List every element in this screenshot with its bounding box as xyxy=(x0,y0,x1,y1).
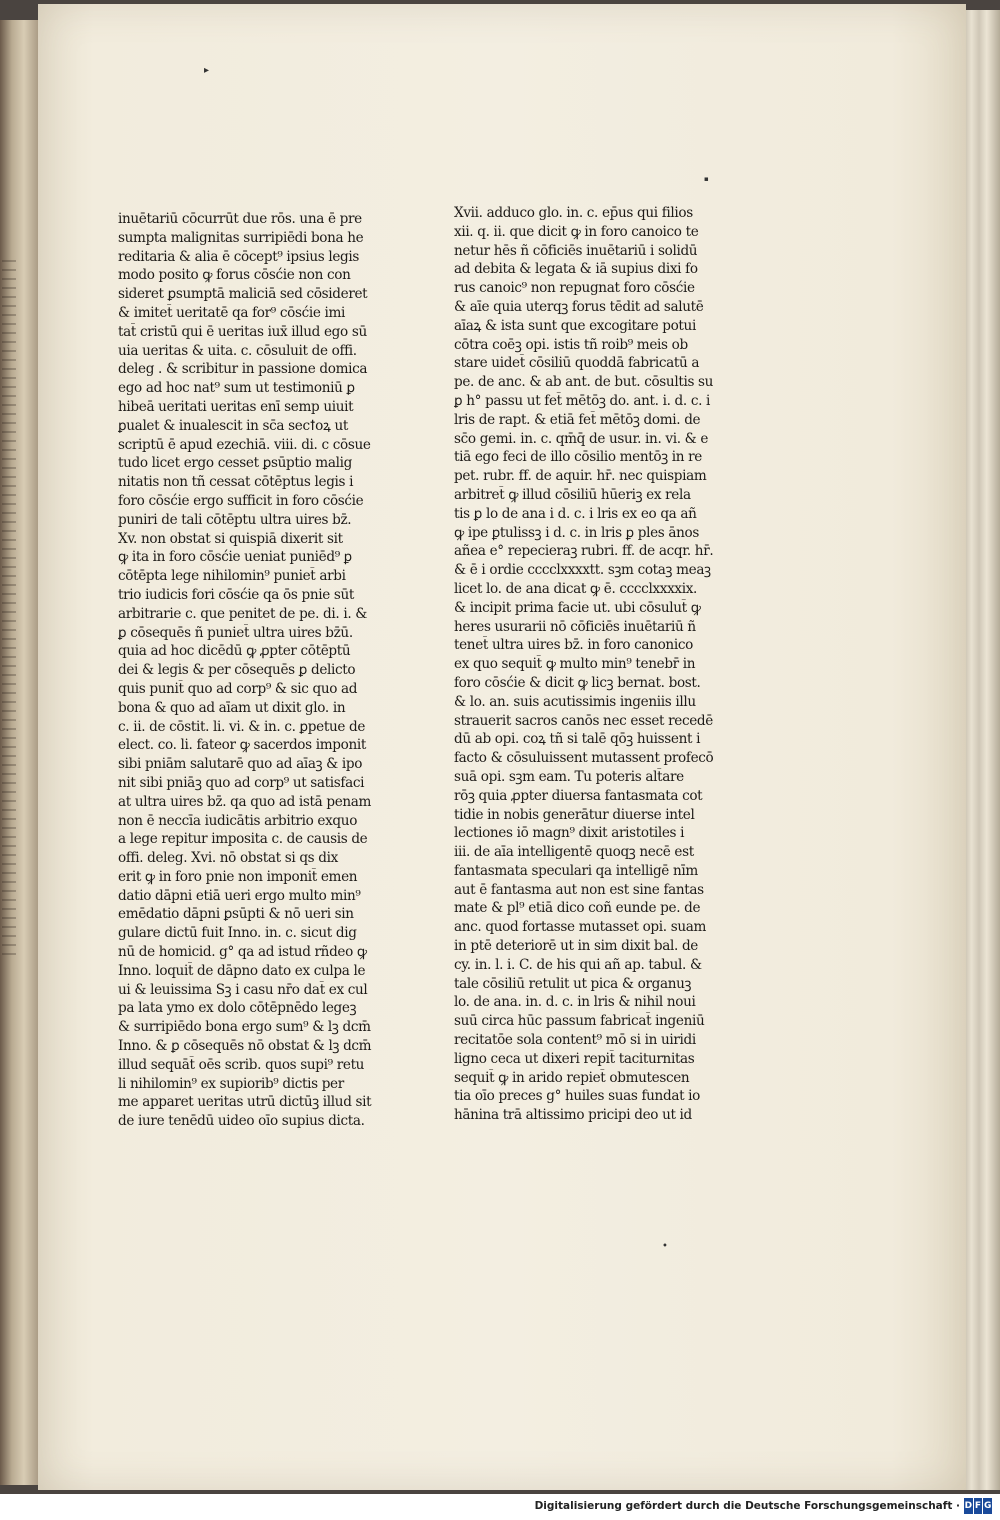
text-line: emēdatio dāpni ꝑsūpti & nō ueri sin xyxy=(118,906,354,923)
text-column-left xyxy=(118,210,408,1131)
text-line: me apparet ueritas utrū dictūꝫ illud sit xyxy=(118,1094,372,1111)
text-line: dū ab opi. coꝝ tñ si talē qōꝫ huissent i xyxy=(454,731,701,748)
text-line: quia ad hoc dicēdū ꝙ ꝓpter cōtēptū xyxy=(118,643,351,660)
text-line: & aīe quia uterqꝫ forus tēdit ad salutē xyxy=(454,298,704,315)
text-line: quis punit̄ quo ad corp⁹ & sic quo ad xyxy=(118,680,358,697)
text-line: ꝙ ipe ꝑtulissꝫ i d. c. in lris ꝑ ples ānos xyxy=(454,524,700,541)
text-line: arbitrarie c. que penitet de pe. di. i. & xyxy=(118,605,368,622)
text-line: mate & pl⁹ etiā dico coñ eunde pe. de xyxy=(454,900,701,917)
text-line: ꝑ cōsequēs ñ puniet̄ ultra uires bz̄ū. xyxy=(118,624,353,641)
text-line: Inno. & ꝑ cōsequēs nō obstat & lꝫ dcm̄ xyxy=(118,1038,372,1055)
text-line: datio dāpni etiā ueri ergo multo min⁹ xyxy=(118,887,361,904)
text-line: lris de rapt. & etiā fet̄ mētōꝫ domi. de xyxy=(454,411,701,428)
text-line: puniri de tali cōtēptu ultra uires bz̄. xyxy=(118,511,352,528)
text-line: modo posito ꝙ forus cōsćie non con xyxy=(118,267,351,284)
footer-credit: Digitalisierung gefördert durch die Deutsche Forschungsgemeinschaft · xyxy=(534,1500,960,1512)
text-line: tis ꝑ lo de ana i d. c. i lris ex eo qa añ xyxy=(454,505,697,522)
text-line: stare uidet̄ cōsiliū quoddā fabricatū a xyxy=(454,355,700,372)
text-line: tale cōsiliū retulit ut pica & organuꝫ xyxy=(454,975,692,992)
text-line: sibi pniām salutarē quo ad aīaꝫ & ipo xyxy=(118,756,363,773)
text-line: li nihilomin⁹ ex supiorib⁹ dictis per xyxy=(118,1075,344,1092)
text-line: sc̄o gemi. in. c. qm̄q̄ de usur. in. vi. & e xyxy=(454,430,709,447)
text-line: & ē i ordie cccclxxxxtt. sꝫm cotaꝫ meaꝫ xyxy=(454,562,711,579)
text-column-right xyxy=(454,204,754,1125)
text-line: strauerit sacros canōs nec esset recedē xyxy=(454,712,713,729)
digitization-footer xyxy=(0,1494,1000,1520)
page-mark-top-right: ▪ xyxy=(704,175,709,183)
text-line: ego ad hoc nat⁹ sum ut testimoniū ꝑ xyxy=(118,380,355,397)
text-line: cy. in. l. i. C. de his qui añ ap. tabul. & xyxy=(454,956,702,973)
text-line: nū de homicid. g° qa ad istud rñdeo ꝙ xyxy=(118,944,367,961)
text-line: c. ii. de cōstit. li. vi. & in. c. ꝑpetue de xyxy=(118,718,366,735)
page-mark-bottom: • xyxy=(662,1241,668,1252)
text-line: Xvii. adduco glo. in. c. ep̄us qui filios xyxy=(454,205,693,221)
text-line: ꝙ ita in foro cōsćie ueniat puniēd⁹ ꝑ xyxy=(118,549,352,566)
text-line: facto & cōsuluissent mutassent profecō xyxy=(454,750,714,767)
right-page-stack xyxy=(962,10,1000,1490)
text-line: hibeā ueritati ueritas enī semp uiuit xyxy=(118,398,354,415)
text-line: sequit̄ ꝙ in arido repiet̄ obmutescen xyxy=(454,1069,690,1086)
dfg-logo xyxy=(964,1498,992,1514)
text-line: non ē neccīa iudicātis arbitrio exquo xyxy=(118,812,358,829)
text-line: aīaꝝ & ista sunt que excogitare potui xyxy=(454,317,696,334)
text-line: arbitret̄ ꝙ illud cōsiliū hūeriꝫ ex rela xyxy=(454,486,691,503)
text-line: dei & legis & per cōsequēs ꝑ delicto xyxy=(118,662,356,679)
text-line: tidie in nobis generātur diuerse intel xyxy=(454,806,695,823)
text-line: nit sibi pniāꝫ quo ad corp⁹ ut satisfaci xyxy=(118,774,365,791)
text-line: nitatis non tñ cessat cōtēptus legis i xyxy=(118,474,354,491)
text-line: foro cōsćie & dicit ꝙ licꝫ bernat. bost. xyxy=(454,674,701,691)
text-line: rus canoic⁹ non repugnat foro cōsćie xyxy=(454,280,695,297)
text-line: fantasmata speculari qa intelligē nīm xyxy=(454,862,698,879)
text-line: a lege repitur imposita c. de causis de xyxy=(118,831,368,848)
text-line: Inno. loquit̄ de dāpno dato ex culpa le xyxy=(118,962,366,979)
text-line: at ultra uires bz̄. qa quo ad istā penam xyxy=(118,793,372,810)
text-line: rōꝫ quia ꝓpter diuersa fantasmata cot xyxy=(454,787,703,804)
text-line: pa lata ymo ex dolo cōtēpnēdo legeꝫ xyxy=(118,1000,357,1017)
text-line: sumpta malignitas surripiēdi bona he xyxy=(118,229,364,246)
text-line: netur hēs ñ cōficiēs inuētariū i solidū xyxy=(454,242,698,259)
dfg-logo-letter: D xyxy=(964,1498,973,1514)
text-line: ex quo sequit̄ ꝙ multo min⁹ tenebr̄ in xyxy=(454,656,696,673)
text-line: de iure tenēdū uideo oīo supius dicta. xyxy=(118,1113,365,1130)
text-line: lo. de ana. in. d. c. in lris & nihil noui xyxy=(454,994,696,1011)
text-line: suū circa hūc passum fabricat̄ ingeniū xyxy=(454,1013,705,1030)
text-line: tat̄ cristū qui ē ueritas iux̄ illud ego sū xyxy=(118,323,367,340)
text-line: anc. quod fortasse mutasset opi. suam xyxy=(454,919,707,936)
text-line: añea e° repecieraꝫ rubri. ff. de acqr. hr̄. xyxy=(454,543,714,560)
text-line: lectiones iō magn⁹ dixit aristotiles i xyxy=(454,825,685,842)
text-line: heres usurarii nō cōficiēs inuētariū ñ xyxy=(454,618,696,635)
text-line: inuētariū cōcurrūt due rōs. una ē pre xyxy=(118,211,362,227)
text-line: elect. co. li. fateor ꝙ sacerdos imponit xyxy=(118,737,366,754)
text-line: iii. de aīa intelligentē quoqꝫ necē est xyxy=(454,844,694,861)
text-line: hānina trā altissimo pricipi deo ut id xyxy=(454,1107,692,1124)
dfg-logo-letter: G xyxy=(983,1498,992,1514)
page-mark-top-left: ▸ xyxy=(204,65,210,76)
text-line: tia oīo preces g° huiles suas fundat io xyxy=(454,1088,700,1105)
text-line: & lo. an. suis acutissimis ingeniis illu xyxy=(454,693,696,710)
text-line: recitatōe sola content⁹ mō si in uiridi xyxy=(454,1032,696,1049)
text-line: xii. q. ii. que dicit ꝙ in foro canoico te xyxy=(454,223,699,240)
text-line: trio iudicis fori cōsćie qa ōs pnie sūt xyxy=(118,586,355,603)
text-line: ꝑualet & inualescit in sc̄a secꝉoꝝ ut xyxy=(118,417,349,434)
text-line: licet lo. de ana dicat ꝙ ē. cccclxxxxix. xyxy=(454,580,697,597)
text-line: erit ꝙ in foro pnie non imponit̄ emen xyxy=(118,868,358,885)
text-line: in ptē deteriorē ut in sim dixit bal. de xyxy=(454,938,698,955)
text-line: ad debita & legata & iā supius dixi fo xyxy=(454,261,698,278)
text-line: tenet̄ ultra uires bz̄. in foro canonico xyxy=(454,637,693,654)
text-line: illud sequāt̄ oēs scrib. quos supi⁹ retu xyxy=(118,1056,365,1073)
text-line: & surripiēdo bona ergo sum⁹ & lꝫ dcm̄ xyxy=(118,1019,371,1036)
text-line: cōtra coēꝫ opi. istis tñ roib⁹ meis ob xyxy=(454,336,688,353)
book-page xyxy=(38,4,966,1490)
text-line: ligno ceca ut dixeri repit̄ taciturnitas xyxy=(454,1050,695,1067)
text-line: reditaria & alia ē cōcept⁹ ipsius legis xyxy=(118,248,360,265)
text-line: aut ē fantasma aut non est sine fantas xyxy=(454,881,704,898)
text-line: scriptū ē apud ezechiā. viii. di. c cōsue xyxy=(118,436,371,453)
text-line: pet. rubr. ff. de aquir. hr̄. nec quispiam xyxy=(454,468,707,485)
left-page-edge xyxy=(0,20,40,1485)
text-line: ꝑ h° passu ut fet̄ mētōꝫ do. ant. i. d. c. i xyxy=(454,392,711,409)
text-line: gulare dictū fuit Inno. in. c. sicut dig xyxy=(118,925,357,942)
text-line: & incipit prima facie ut. ubi cōsulut̄ ꝙ xyxy=(454,599,701,616)
dfg-logo-letter: F xyxy=(974,1498,983,1514)
facing-page-text-edge xyxy=(2,260,16,960)
text-line: & imitet̄ ueritatē qa for⁹ cōsćie imi xyxy=(118,304,346,321)
text-line: sideret ꝑsumptā maliciā sed cōsideret xyxy=(118,286,368,303)
text-line: pe. de anc. & ab ant. de but. cōsultis su xyxy=(454,374,714,391)
text-line: deleg . & scribitur in passione domica xyxy=(118,361,368,378)
text-line: offi. deleg. Xvi. nō obstat si qs dix xyxy=(118,850,338,867)
text-line: foro cōsćie ergo sufficit in foro cōsćie xyxy=(118,492,364,509)
text-line: Xv. non obstat si quispiā dixerit sit xyxy=(118,530,343,547)
text-line: cōtēpta lege nihilomin⁹ puniet̄ arbi xyxy=(118,568,346,585)
text-line: ui & leuissima Sꝫ i casu nr̄o dat̄ ex cul xyxy=(118,981,368,998)
text-line: tiā ego feci de illo cōsilio mentōꝫ in re xyxy=(454,449,703,466)
text-line: tudo licet ergo cesset ꝑsūptio malig xyxy=(118,455,352,472)
text-line: suā opi. sꝫm eam. Tu poteris alt̄are xyxy=(454,768,684,785)
text-line: uia ueritas & uita. c. cōsuluit de offi. xyxy=(118,342,357,359)
text-line: bona & quo ad aīam ut dixit glo. in xyxy=(118,699,346,716)
